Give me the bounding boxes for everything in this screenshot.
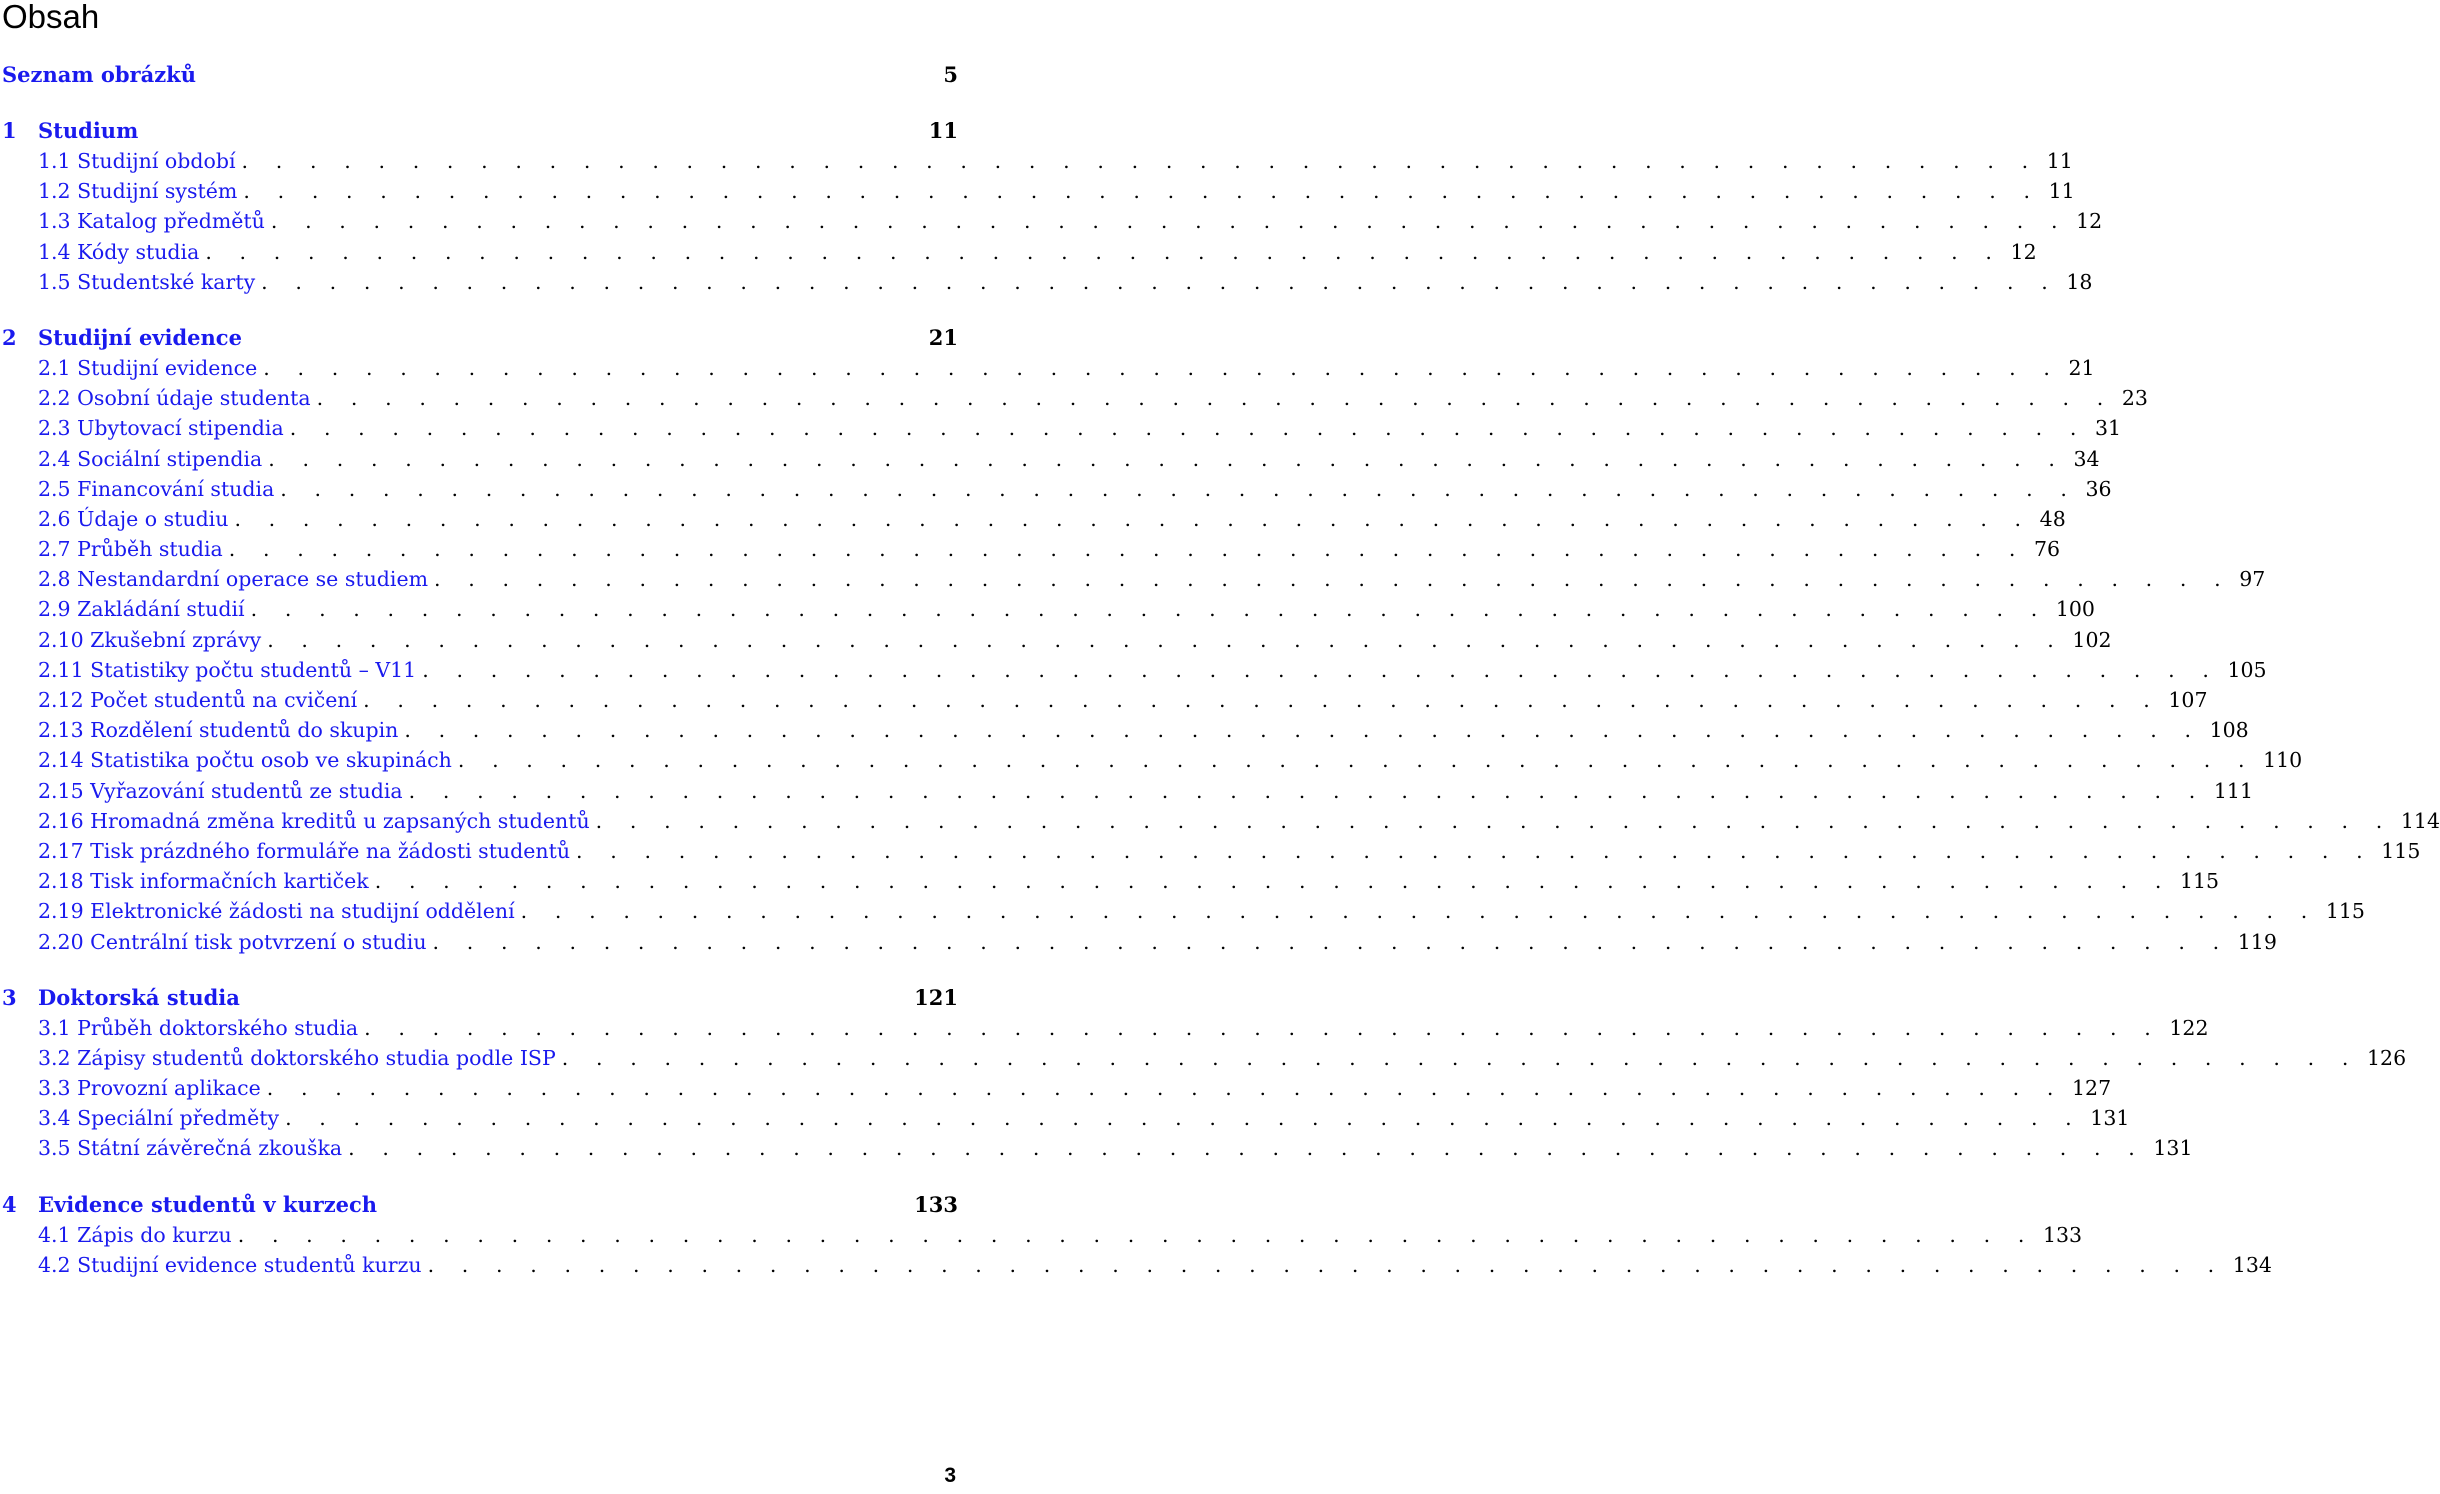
dot-leader: . . . . . . . . . . . . . . . . . . . . . . . . . . . . . . . . . . . . . . . . . . . . . . . . . . . . .: [250, 597, 2048, 622]
section-title[interactable]: 2.11 Statistiky počtu studentů – V11: [38, 657, 417, 682]
dot-leader: . . . . . . . . . . . . . . . . . . . . . . . . . . . . . . . . . . . . . . . . . . . . . . . . . . . . .: [266, 1076, 2064, 1101]
toc-section-entry[interactable]: [0, 1013, 2209, 1043]
section-page: 114: [2400, 808, 2440, 833]
section-title[interactable]: 2.15 Vyřazování studentů ze studia: [38, 778, 403, 803]
dot-leader: . . . . . . . . . . . . . . . . . . . . . . . . . . . . . . . . . . . . . . . . . . . . . . . . . . . . .: [457, 748, 2256, 773]
dot-leader: . . . . . . . . . . . . . . . . . . . . . . . . . . . . . . . . . . . . . . . . . . . . . . . . . . . . .: [427, 1252, 2225, 1277]
dot-leader: . . . . . . . . . . . . . . . . . . . . . . . . . . . . . . . . . . . . . . . . . . . . . . . . . . . . .: [241, 149, 2039, 173]
dot-leader: . . . . . . . . . . . . . . . . . . . . . . . . . . . . . . . . . . . . . . . . . . . . . . . . . . . . .: [289, 416, 2087, 441]
toc-section-entry[interactable]: [0, 383, 2148, 413]
toc-section-entry[interactable]: [0, 206, 2103, 236]
dot-leader: . . . . . . . . . . . . . . . . . . . . . . . . . . . . . . . . . . . . . . . . . . . . . . . . . . . . .: [576, 838, 2374, 863]
dot-leader: . . . . . . . . . . . . . . . . . . . . . . . . . . . . . . . . . . . . . . . . . . . . . . . . . . . . .: [263, 355, 2061, 380]
chapter-list: [0, 116, 2440, 1280]
section-title[interactable]: 1.5 Studentské karty: [38, 269, 256, 294]
chapter-title[interactable]: Doktorská studia: [38, 984, 240, 1010]
section-page: 48: [2039, 506, 2066, 531]
dot-leader: . . . . . . . . . . . . . . . . . . . . . . . . . . . . . . . . . . . . . . . . . . . . . . . . . . . . .: [561, 1045, 2359, 1070]
section-page: 97: [2239, 567, 2266, 592]
dot-leader: . . . . . . . . . . . . . . . . . . . . . . . . . . . . . . . . . . . . . . . . . . . . . . . . . . . . .: [422, 657, 2220, 682]
chapter-2: [0, 323, 2440, 957]
section-page: 110: [2263, 748, 2303, 773]
dot-leader: . . . . . . . . . . . . . . . . . . . . . . . . . . . . . . . . . . . . . . . . . . . . . . . . . . . . .: [228, 537, 2026, 562]
dot-leader: . . . . . . . . . . . . . . . . . . . . . . . . . . . . . . . . . . . . . . . . . . . . . . . . . . . . .: [408, 778, 2206, 803]
dot-leader: . . . . . . . . . . . . . . . . . . . . . . . . . . . . . . . . . . . . . . . . . . . . . . . . . . . . .: [316, 386, 2114, 411]
section-title[interactable]: 4.1 Zápis do kurzu: [38, 1222, 232, 1247]
toc-section-entry[interactable]: [0, 504, 2066, 534]
dot-leader: . . . . . . . . . . . . . . . . . . . . . . . . . . . . . . . . . . . . . . . . . . . . . . . . . . . . .: [205, 239, 2003, 264]
dot-leader: . . . . . . . . . . . . . . . . . . . . . . . . . . . . . . . . . . . . . . . . . . . . . . . . . . . . .: [432, 929, 2230, 954]
section-title[interactable]: 2.9 Zakládání studií: [38, 597, 245, 622]
section-page: 100: [2055, 597, 2095, 622]
section-page: 108: [2209, 718, 2249, 743]
section-title[interactable]: 2.8 Nestandardní operace se studiem: [38, 567, 429, 592]
section-page: 12: [2076, 209, 2103, 234]
section-title[interactable]: 2.19 Elektronické žádosti na studijní oddělení: [38, 899, 515, 924]
dot-leader: . . . . . . . . . . . . . . . . . . . . . . . . . . . . . . . . . . . . . . . . . . . . . . . . . . . . .: [243, 179, 2041, 204]
chapter-1: [0, 116, 2103, 297]
section-page: 31: [2094, 416, 2122, 441]
section-title[interactable]: 1.3 Katalog předmětů: [38, 209, 265, 234]
chapter-number: 4: [2, 1191, 17, 1217]
toc-entry-list-of-figures[interactable]: [0, 60, 958, 90]
section-title[interactable]: 3.5 Státní závěrečná zkouška: [38, 1136, 343, 1161]
section-title[interactable]: 3.4 Speciální předměty: [38, 1106, 280, 1131]
dot-leader: . . . . . . . . . . . . . . . . . . . . . . . . . . . . . . . . . . . . . . . . . . . . . . . . . . . . .: [374, 869, 2172, 894]
toc-section-entry[interactable]: [0, 474, 2112, 504]
dot-leader: . . . . . . . . . . . . . . . . . . . . . . . . . . . . . . . . . . . . . . . . . . . . . . . . . . . . .: [234, 506, 2032, 531]
section-page: 102: [2072, 627, 2112, 652]
toc-section-entry[interactable]: [0, 594, 2095, 624]
toc-section-entry[interactable]: [0, 1043, 2407, 1073]
chapter-4: [0, 1190, 2272, 1280]
chapter-title[interactable]: Studijní evidence: [38, 324, 242, 350]
section-page: 111: [2213, 778, 2254, 803]
section-title[interactable]: 2.14 Statistika počtu osob ve skupinách: [38, 748, 452, 773]
chapter-3: [0, 983, 2407, 1164]
section-page: 18: [2066, 269, 2093, 294]
toc-section-entry[interactable]: [0, 866, 2220, 896]
section-page: 11: [2048, 179, 2075, 204]
section-page: 34: [2073, 446, 2100, 471]
section-page: 127: [2072, 1076, 2112, 1101]
toc-section-entry[interactable]: [0, 836, 2421, 866]
section-page: 36: [2085, 476, 2112, 501]
toc-section-entry[interactable]: [0, 444, 2100, 474]
section-title[interactable]: 1.4 Kódy studia: [38, 239, 200, 264]
toc-section-entry[interactable]: [0, 176, 2075, 206]
toc-section-entry[interactable]: [0, 896, 2365, 926]
chapter-page: 133: [914, 1191, 958, 1217]
toc-section-entry[interactable]: [0, 564, 2266, 594]
section-title[interactable]: 2.20 Centrální tisk potvrzení o studiu: [38, 929, 427, 954]
toc-chapter-entry[interactable]: [0, 323, 958, 353]
section-title[interactable]: 1.1 Studijní období: [38, 149, 236, 173]
section-page: 23: [2121, 386, 2148, 411]
section-page: 115: [2325, 899, 2365, 924]
section-page: 105: [2227, 657, 2267, 682]
chapter-number: 3: [2, 984, 17, 1010]
toc-chapter-entry[interactable]: [0, 116, 958, 146]
toc-section-entry[interactable]: [0, 1103, 2130, 1133]
section-title[interactable]: 2.6 Údaje o studiu: [38, 506, 229, 531]
chapter-page: 11: [928, 118, 958, 143]
section-title[interactable]: 2.18 Tisk informačních kartiček: [38, 869, 369, 894]
toc-chapter-entry[interactable]: [0, 983, 958, 1013]
section-page: 131: [2153, 1136, 2193, 1161]
toc-section-entry[interactable]: [0, 1073, 2112, 1103]
page-title: Obsah: [2, 0, 100, 35]
chapter-page: 121: [914, 984, 958, 1010]
page-number: 3: [944, 1464, 956, 1487]
toc-section-entry[interactable]: [0, 237, 2037, 267]
section-page: 11: [2046, 149, 2073, 173]
toc-section-entry[interactable]: [0, 927, 2277, 957]
toc-section-entry[interactable]: [0, 715, 2249, 745]
section-page: 133: [2042, 1222, 2083, 1247]
section-page: 12: [2010, 239, 2037, 264]
toc-chapter-entry[interactable]: [0, 1190, 958, 1220]
toc-section-entry[interactable]: [0, 685, 2208, 715]
section-title[interactable]: 3.2 Zápisy studentů doktorského studia podle ISP: [38, 1045, 556, 1070]
section-title[interactable]: 3.3 Provozní aplikace: [38, 1076, 261, 1101]
chapter-title[interactable]: Studium: [38, 118, 139, 143]
toc-section-entry[interactable]: [0, 1133, 2193, 1163]
toc-section-entry[interactable]: [0, 413, 2122, 443]
dot-leader: . . . . . . . . . . . . . . . . . . . . . . . . . . . . . . . . . . . . . . . . . . . . . . . . . . . . .: [280, 476, 2078, 501]
toc-section-entry[interactable]: [0, 745, 2303, 775]
dot-leader: . . . . . . . . . . . . . . . . . . . . . . . . . . . . . . . . . . . . . . . . . . . . . . . . . . . . .: [348, 1136, 2146, 1161]
toc-section-entry[interactable]: [0, 534, 2061, 564]
section-title[interactable]: 1.2 Studijní systém: [38, 179, 238, 204]
toc-section-entry[interactable]: [0, 806, 2440, 836]
section-title[interactable]: 2.7 Průběh studia: [38, 537, 223, 562]
chapter-number: 2: [2, 324, 17, 350]
section-title[interactable]: 2.2 Osobní údaje studenta: [38, 386, 311, 411]
toc-section-entry[interactable]: [0, 655, 2267, 685]
section-title[interactable]: 2.1 Studijní evidence: [38, 355, 258, 380]
section-page: 115: [2179, 869, 2220, 894]
dot-leader: . . . . . . . . . . . . . . . . . . . . . . . . . . . . . . . . . . . . . . . . . . . . . . . . . . . . .: [268, 446, 2066, 471]
section-page: 122: [2169, 1015, 2209, 1040]
chapter-number: 1: [2, 118, 17, 143]
toc-entry-page: 5: [943, 62, 958, 87]
section-page: 107: [2168, 688, 2208, 712]
section-title[interactable]: 2.3 Ubytovací stipendia: [38, 416, 284, 441]
dot-leader: . . . . . . . . . . . . . . . . . . . . . . . . . . . . . . . . . . . . . . . . . . . . . . . . . . . . .: [595, 808, 2393, 833]
dot-leader: . . . . . . . . . . . . . . . . . . . . . . . . . . . . . . . . . . . . . . . . . . . . . . . . . . . . .: [404, 718, 2202, 743]
section-page: 119: [2237, 929, 2277, 954]
section-title[interactable]: 2.17 Tisk prázdného formuláře na žádosti studentů: [38, 838, 571, 863]
section-page: 134: [2232, 1252, 2272, 1277]
dot-leader: . . . . . . . . . . . . . . . . . . . . . . . . . . . . . . . . . . . . . . . . . . . . . . . . . . . . .: [237, 1222, 2035, 1247]
table-of-contents: [0, 60, 2440, 1280]
toc-section-entry[interactable]: [0, 1250, 2272, 1280]
dot-leader: . . . . . . . . . . . . . . . . . . . . . . . . . . . . . . . . . . . . . . . . . . . . . . . . . . . . .: [285, 1106, 2083, 1131]
section-title[interactable]: 2.5 Financování studia: [38, 476, 275, 501]
section-title[interactable]: 2.16 Hromadná změna kreditů u zapsaných studentů: [38, 808, 590, 833]
section-title[interactable]: 2.12 Počet studentů na cvičení: [38, 688, 358, 712]
dot-leader: . . . . . . . . . . . . . . . . . . . . . . . . . . . . . . . . . . . . . . . . . . . . . . . . . . . . .: [520, 899, 2318, 924]
dot-leader: . . . . . . . . . . . . . . . . . . . . . . . . . . . . . . . . . . . . . . . . . . . . . . . . . . . . .: [434, 567, 2232, 592]
section-title[interactable]: 4.2 Studijní evidence studentů kurzu: [38, 1252, 422, 1277]
dot-leader: . . . . . . . . . . . . . . . . . . . . . . . . . . . . . . . . . . . . . . . . . . . . . . . . . . . . .: [261, 269, 2059, 294]
section-page: 131: [2090, 1106, 2130, 1131]
toc-section-entry[interactable]: [0, 267, 2093, 297]
dot-leader: . . . . . . . . . . . . . . . . . . . . . . . . . . . . . . . . . . . . . . . . . . . . . . . . . . . . .: [267, 627, 2065, 652]
toc-section-entry[interactable]: [0, 353, 2095, 383]
dot-leader: . . . . . . . . . . . . . . . . . . . . . . . . . . . . . . . . . . . . . . . . . . . . . . . . . . . . .: [363, 688, 2161, 712]
toc-section-entry[interactable]: [0, 1220, 2083, 1250]
toc-section-entry[interactable]: [0, 776, 2254, 806]
dot-leader: . . . . . . . . . . . . . . . . . . . . . . . . . . . . . . . . . . . . . . . . . . . . . . . . . . . . .: [270, 209, 2069, 234]
toc-section-entry[interactable]: [0, 625, 2112, 655]
section-title[interactable]: 2.13 Rozdělení studentů do skupin: [38, 718, 399, 743]
chapter-title[interactable]: Evidence studentů v kurzech: [38, 1191, 378, 1217]
section-title[interactable]: 2.10 Zkušební zprávy: [38, 627, 262, 652]
section-title[interactable]: 2.4 Sociální stipendia: [38, 446, 263, 471]
section-page: 76: [2033, 537, 2061, 562]
toc-entry-label[interactable]: Seznam obrázků: [2, 62, 196, 87]
chapter-page: 21: [928, 324, 958, 350]
section-page: 21: [2068, 355, 2095, 380]
section-page: 115: [2381, 838, 2421, 863]
section-title[interactable]: 3.1 Průběh doktorského studia: [38, 1015, 359, 1040]
toc-section-entry[interactable]: [0, 146, 2073, 176]
section-page: 126: [2366, 1045, 2407, 1070]
dot-leader: . . . . . . . . . . . . . . . . . . . . . . . . . . . . . . . . . . . . . . . . . . . . . . . . . . . . .: [364, 1015, 2162, 1040]
